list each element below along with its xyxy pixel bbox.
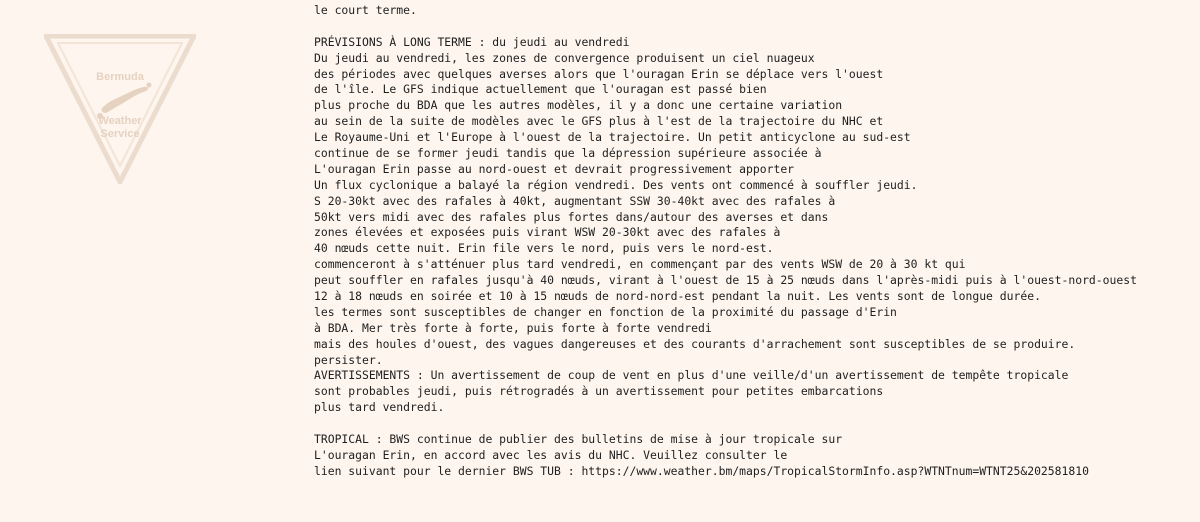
bulletin-line: plus proche du BDA que les autres modèles, il y a donc une certaine variation — [314, 98, 843, 113]
logo-bottom-text-1: Weather — [98, 115, 142, 127]
bulletin-line: sont probables jeudi, puis rétrogradés à un avertissement pour petites embarcations — [314, 384, 884, 399]
logo-top-text: Bermuda — [96, 71, 144, 83]
bulletin-line: au sein de la suite de modèles avec le GFS plus à l'est de la trajectoire du NHC et — [314, 114, 884, 129]
bulletin-line: à BDA. Mer très forte à forte, puis forte à forte vendredi — [314, 320, 712, 335]
bulletin-line — [314, 19, 1200, 35]
logo-emblem — [44, 34, 196, 184]
bulletin-line: AVERTISSEMENTS : Un avertissement de coup de vent en plus d'une veille/d'un avertissement de tempête tropicale — [314, 368, 1069, 383]
bulletin-line: commenceront à s'atténuer plus tard vendredi, en commençant par des vents WSW de 20 à 30 kt qui — [314, 257, 966, 272]
bulletin-line: Un flux cyclonique a balayé la région vendredi. Des vents ont commencé à souffler jeudi. — [314, 177, 918, 192]
bulletin-link-line[interactable]: lien suivant pour le dernier BWS TUB : https://www.weather.bm/maps/TropicalStormInfo.asp?WTNTnum=WTNT25&202581810 — [314, 463, 1089, 478]
bulletin-line: continue de se former jeudi tandis que la dépression supérieure associée à — [314, 146, 822, 161]
bulletin-line: plus tard vendredi. — [314, 400, 445, 415]
bulletin-line: des périodes avec quelques averses alors que l'ouragan Erin se déplace vers l'ouest — [314, 66, 884, 81]
bulletin-line: le court terme. — [314, 3, 417, 17]
bulletin-line: PRÉVISIONS À LONG TERME : du jeudi au vendredi — [314, 34, 630, 49]
bulletin-line — [314, 416, 1200, 432]
logo-triangle-outline — [46, 36, 194, 182]
bulletin-line: de l'île. Le GFS indique actuellement que l'ouragan est passé bien — [314, 82, 767, 97]
bulletin-line: les termes sont susceptibles de changer en fonction de la proximité du passage d'Erin — [314, 304, 897, 319]
bulletin-line: L'ouragan Erin, en accord avec les avis du NHC. Veuillez consulter le — [314, 447, 788, 462]
bermuda-weather-service-logo — [44, 34, 196, 184]
bulletin-line: zones élevées et exposées puis virant WSW 20-30kt avec des rafales à — [314, 225, 781, 240]
bulletin-line: persister. — [314, 352, 383, 367]
bulletin-line: TROPICAL : BWS continue de publier des bulletins de mise à jour tropicale sur — [314, 432, 843, 447]
bulletin-line: mais des houles d'ouest, des vagues dangereuses et des courants d'arrachement sont susceptibles de se produire. — [314, 336, 1076, 351]
bulletin-line: 12 à 18 nœuds en soirée et 10 à 15 nœuds de nord-nord-est pendant la nuit. Les vents sont de longue durée. — [314, 289, 1041, 304]
bulletin-line: L'ouragan Erin passe au nord-ouest et devrait progressivement apporter — [314, 161, 795, 176]
bulletin-line: Du jeudi au vendredi, les zones de convergence produisent un ciel nuageux — [314, 50, 815, 65]
bulletin-line: 40 nœuds cette nuit. Erin file vers le nord, puis vers le nord-est. — [314, 241, 774, 256]
bulletin-line: peut souffler en rafales jusqu'à 40 nœuds, virant à l'ouest de 15 à 25 nœuds dans l'après-midi puis à l'ouest-nord-ouest — [314, 273, 1137, 288]
bulletin-line: Le Royaume-Uni et l'Europe à l'ouest de la trajectoire. Un petit anticyclone au sud-est — [314, 130, 911, 145]
logo-bottom-text-2: Service — [100, 128, 140, 140]
bulletin-line: S 20-30kt avec des rafales à 40kt, augmentant SSW 30-40kt avec des rafales à — [314, 193, 836, 208]
bulletin-line: 50kt vers midi avec des rafales plus fortes dans/autour des averses et dans — [314, 209, 829, 224]
bermuda-island-icon — [97, 83, 152, 120]
forecast-bulletin-text — [314, 3, 1200, 480]
